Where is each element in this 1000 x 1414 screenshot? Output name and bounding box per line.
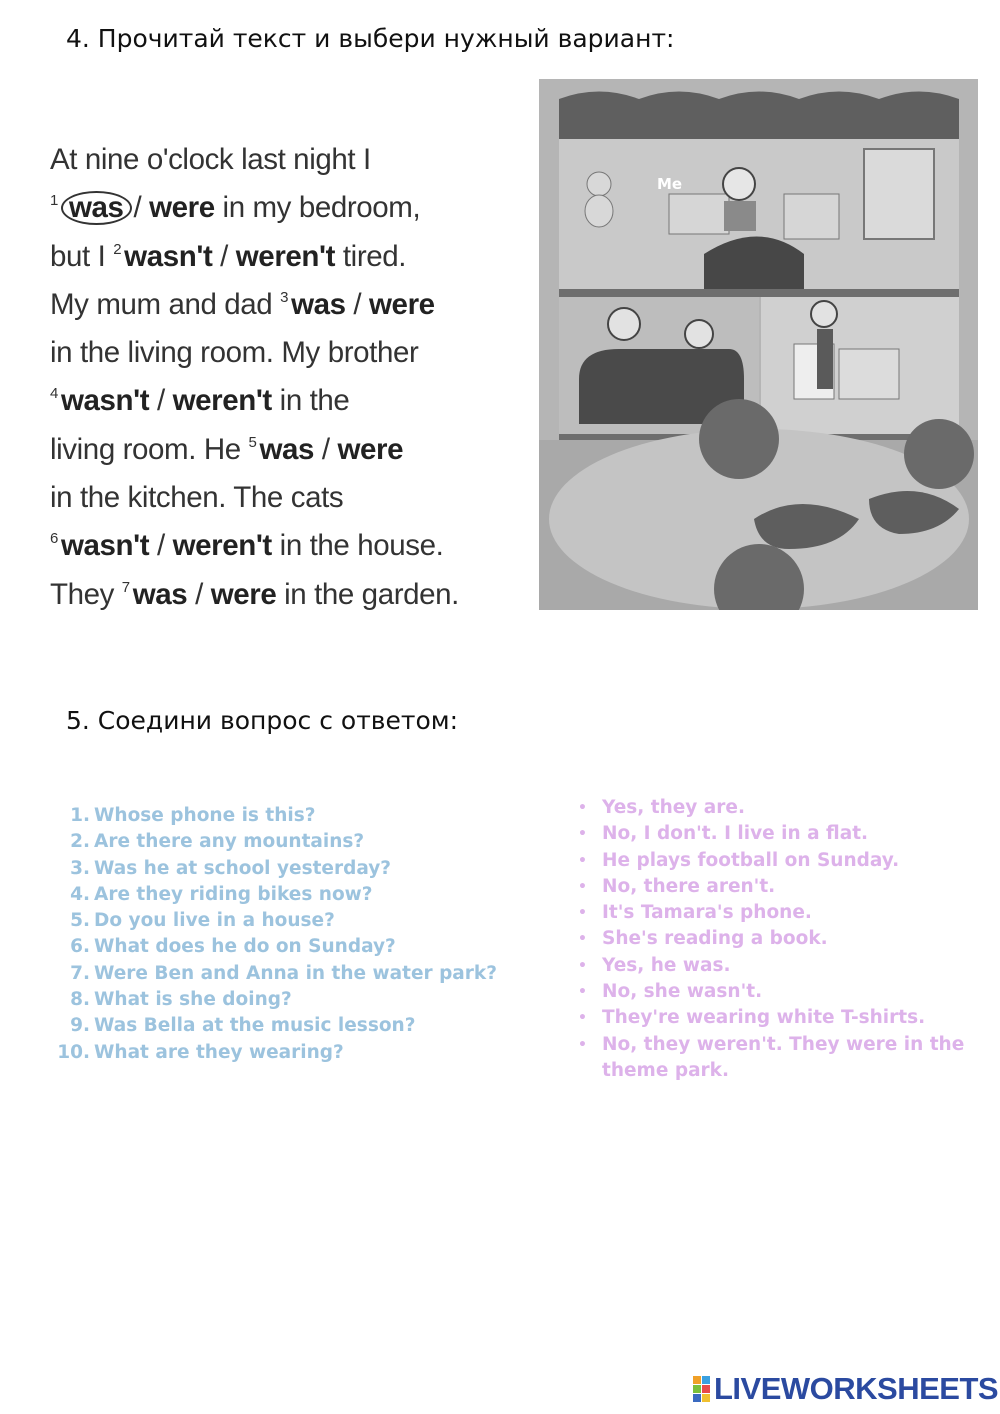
gap5-option-was[interactable]: was xyxy=(259,432,315,466)
gap3-option-was[interactable]: was xyxy=(291,287,346,321)
answer-item[interactable]: • She's reading a book. xyxy=(578,926,978,952)
answer-item[interactable]: • No, they weren't. They were in the theme park. xyxy=(578,1032,978,1085)
passage-line-4: My mum and dad $^3$ was / were xyxy=(50,287,435,321)
question-item[interactable]: 2. Are there any mountains? xyxy=(70,831,365,853)
question-item[interactable]: 3. Was he at school yesterday? xyxy=(70,857,392,879)
gap-number-3: 3 xyxy=(280,288,289,306)
house-scene-drawing xyxy=(539,79,978,610)
questions-list xyxy=(56,803,497,1066)
gap3-option-were[interactable]: were xyxy=(369,287,435,321)
house-illustration xyxy=(539,79,978,610)
passage-line-1: At nine o'clock last night I xyxy=(50,143,371,176)
answer-item[interactable]: • Yes, they are. xyxy=(578,795,978,821)
me-label: Me xyxy=(657,175,683,193)
passage-line-7: living room. He $^5$ was / were xyxy=(50,432,404,466)
gap7-option-were[interactable]: were xyxy=(210,577,277,611)
passage-line-3: but I $^2$ wasn't / weren't tired. xyxy=(50,239,407,273)
question-item[interactable]: 5. Do you live in a house? xyxy=(70,910,335,932)
question-item[interactable]: 4. Are they riding bikes now? xyxy=(70,883,373,905)
answer-item[interactable]: • It's Tamara's phone. xyxy=(578,900,978,926)
answer-item[interactable]: • Yes, he was. xyxy=(578,953,978,979)
gap4-option-wasnt[interactable]: wasn't xyxy=(60,384,150,418)
gap6-option-werent[interactable]: weren't xyxy=(172,529,272,563)
task4-title: 4. Прочитай текст и выбери нужный вариант: xyxy=(66,24,675,53)
gap-number-7: 7 xyxy=(121,578,130,596)
question-item[interactable]: 10. What are they wearing? xyxy=(57,1041,344,1063)
passage-line-5: in the living room. My brother xyxy=(50,336,419,370)
gap5-option-were[interactable]: were xyxy=(337,432,404,466)
question-item[interactable]: 7. Were Ben and Anna in the water park? xyxy=(70,962,497,984)
gap-number-2: 2 xyxy=(113,240,122,258)
answer-item[interactable]: • They're wearing white T-shirts. xyxy=(578,1005,978,1031)
passage-line-9: $^6$ wasn't / weren't in the house. xyxy=(50,529,444,563)
gap6-option-wasnt[interactable]: wasn't xyxy=(60,529,150,563)
gap-number-1: 1 xyxy=(50,192,58,210)
task5-title: 5. Соедини вопрос с ответом: xyxy=(66,706,459,735)
gap1-option-was-selected[interactable]: was xyxy=(61,191,132,225)
logo-text: LIVEWORKSHEETS xyxy=(714,1371,999,1406)
answer-item[interactable]: • No, there aren't. xyxy=(578,874,978,900)
question-item[interactable]: 6. What does he do on Sunday? xyxy=(70,936,396,958)
gap2-option-wasnt[interactable]: wasn't xyxy=(124,239,213,273)
question-item[interactable]: 9. Was Bella at the music lesson? xyxy=(70,1015,416,1037)
reading-passage xyxy=(50,136,520,619)
question-item[interactable]: 1. Whose phone is this? xyxy=(70,805,316,826)
answer-item[interactable]: • No, she wasn't. xyxy=(578,979,978,1005)
passage-line-8: in the kitchen. The cats xyxy=(50,481,344,515)
gap1-option-were[interactable]: were xyxy=(149,191,215,225)
liveworksheets-logo xyxy=(693,1372,998,1406)
answer-item[interactable]: • He plays football on Sunday. xyxy=(578,848,978,874)
passage-line-2: $^1$ was / were in my bedroom, xyxy=(50,191,421,225)
answer-item[interactable]: • No, I don't. I live in a flat. xyxy=(578,821,978,847)
question-item[interactable]: 8. What is she doing? xyxy=(70,989,292,1011)
answers-list xyxy=(578,795,978,1084)
gap-number-4: 4 xyxy=(50,385,58,403)
gap7-option-was[interactable]: was xyxy=(132,577,188,611)
gap2-option-werent[interactable]: weren't xyxy=(235,239,336,273)
gap4-option-werent[interactable]: weren't xyxy=(172,384,272,418)
gap-number-5: 5 xyxy=(248,433,257,451)
passage-line-6: $^4$ wasn't / weren't in the xyxy=(50,384,350,418)
logo-mark-icon xyxy=(693,1376,710,1402)
gap-number-6: 6 xyxy=(50,530,58,548)
passage-line-10: They $^7$ was / were in the garden. xyxy=(50,577,459,611)
